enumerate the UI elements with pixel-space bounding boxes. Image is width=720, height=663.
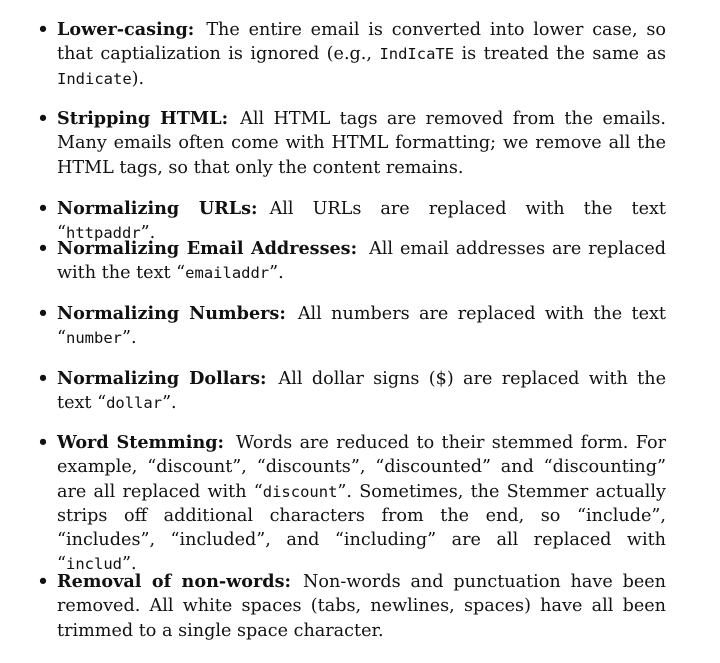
item-term: Normalizing URLs: xyxy=(57,198,258,219)
item-term: Normalizing Email Addresses: xyxy=(57,238,358,259)
item-description: Non-words and punctuation have been removed. All white spaces (tabs, newlines, spaces) have all been trimmed to a single space character. xyxy=(57,572,666,641)
item-description: All dollar signs ($) are replaced with the text “dollar”. xyxy=(57,369,666,414)
bullet: • xyxy=(37,238,49,259)
item-description: Words are reduced to their stemmed form. For example, “discount”, “discounts”, “discounted” and “discounting” are all replaced with “discount”. Sometimes, the Stemmer actually strips off additional characters from the end, so “include”, “includes”, “included”, and “including” are all replaced with “includ”. xyxy=(57,433,666,575)
inline-code: dollar xyxy=(106,394,163,413)
list-item xyxy=(37,431,666,577)
bullet: • xyxy=(37,368,49,389)
item-term: Lower-casing: xyxy=(57,19,195,40)
inline-code: IndIcaTE xyxy=(379,45,455,64)
item-term: Normalizing Dollars: xyxy=(57,368,267,389)
list-item xyxy=(37,107,666,180)
list-item xyxy=(37,302,666,351)
bullet: • xyxy=(37,19,49,40)
item-description: All numbers are replaced with the text “number”. xyxy=(57,304,666,349)
item-term: Normalizing Numbers: xyxy=(57,303,286,324)
item-description: All HTML tags are removed from the emails. Many emails often come with HTML formatting; we remove all the HTML tags, so that only the content remains. xyxy=(57,109,666,178)
bullet: • xyxy=(37,571,49,592)
bullet: • xyxy=(37,198,49,219)
inline-code: number xyxy=(66,329,122,348)
list-item xyxy=(37,570,666,643)
inline-code: emailaddr xyxy=(185,264,270,283)
list-item xyxy=(37,18,666,91)
inline-code: includ xyxy=(66,555,122,574)
bullet: • xyxy=(37,303,49,324)
bullet: • xyxy=(37,108,49,129)
item-term: Removal of non-words: xyxy=(57,571,292,592)
list-item xyxy=(37,237,667,286)
inline-code: httpaddr xyxy=(66,224,141,243)
bullet: • xyxy=(37,432,49,453)
inline-code: Indicate xyxy=(57,69,132,88)
item-term: Stripping HTML: xyxy=(57,108,229,129)
inline-code: discount xyxy=(262,482,338,501)
item-description: All email addresses are replaced with the text “emailaddr”. xyxy=(57,239,667,284)
item-term: Word Stemming: xyxy=(57,432,225,453)
list-item xyxy=(37,367,666,416)
item-description: All URLs are replaced with the text “httpaddr”. xyxy=(57,199,666,244)
item-description: The entire email is converted into lower case, so that captialization is ignored (e.g., IndIcaTE is treated the same as Indicate). xyxy=(57,20,666,89)
